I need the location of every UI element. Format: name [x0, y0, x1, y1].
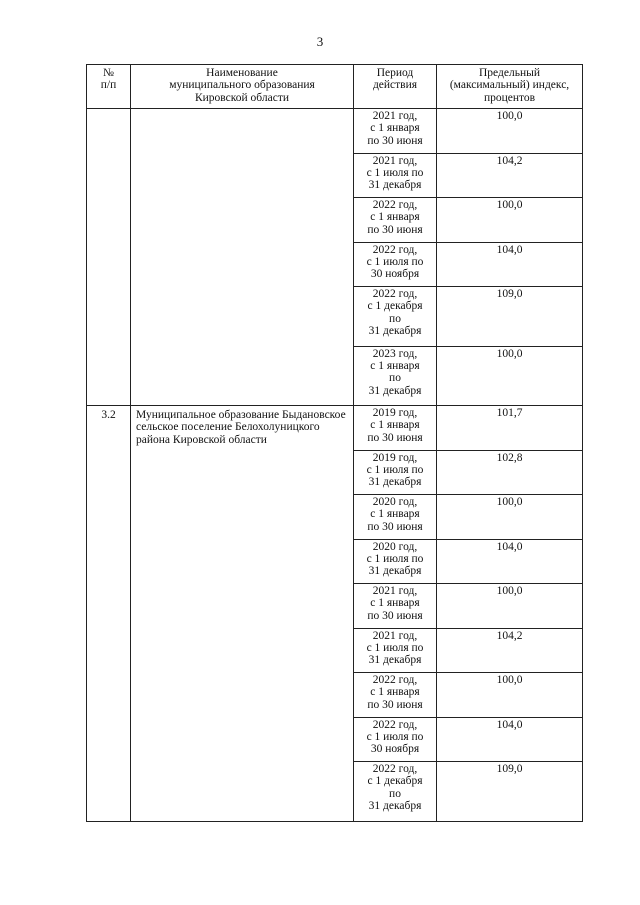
period-line: 2020 год,: [372, 496, 418, 508]
index-value: [437, 717, 583, 762]
header-name-line: муниципального образования: [169, 79, 315, 92]
index-value: [437, 242, 583, 287]
period-line: 2022 год,: [372, 288, 418, 300]
header-period-line: Период: [376, 67, 414, 79]
index-value-text: 101,7: [496, 407, 523, 419]
index-value-text: 109,0: [496, 763, 523, 775]
index-value-text: 100,0: [496, 110, 523, 122]
period-line: 2020 год,: [372, 540, 418, 553]
index-value: [437, 495, 583, 540]
header-index: [437, 65, 583, 109]
period-cell: [354, 346, 437, 406]
index-value-text: 109,0: [496, 288, 523, 300]
period-line: по: [389, 787, 401, 800]
table-row: [87, 109, 583, 154]
period-line: с 1 января: [370, 211, 420, 224]
index-value: [437, 406, 583, 451]
index-value-text: 104,0: [496, 540, 523, 553]
index-value: [437, 198, 583, 243]
index-value-text: 104,2: [496, 629, 523, 642]
period-cell: [354, 628, 437, 673]
period-line: с 1 декабря: [367, 775, 423, 788]
index-value: [437, 287, 583, 347]
period-cell: [354, 539, 437, 584]
period-line: по 30 июня: [367, 698, 423, 711]
period-cell: [354, 109, 437, 154]
municipality-name: [131, 109, 354, 406]
period-line: 2022 год,: [372, 718, 418, 731]
period-line: 2022 год,: [372, 763, 418, 775]
period-line: 2023 год,: [372, 347, 418, 360]
header-period-line: действия: [372, 79, 418, 92]
index-value: [437, 109, 583, 154]
index-value-text: 104,2: [496, 154, 523, 167]
index-value-text: 100,0: [496, 199, 523, 211]
period-cell: [354, 584, 437, 629]
period-line: 31 декабря: [368, 800, 422, 813]
index-value: [437, 346, 583, 406]
header-index-line: (максимальный) индекс,: [449, 79, 570, 92]
header-period: [354, 65, 437, 109]
period-line: 2021 год,: [372, 629, 418, 642]
header-name: [131, 65, 354, 109]
row-number: [87, 109, 131, 406]
period-cell: [354, 673, 437, 718]
period-cell: [354, 762, 437, 822]
period-cell: [354, 153, 437, 198]
period-line: с 1 июля по: [366, 166, 424, 179]
header-name-line: Наименование: [206, 67, 278, 79]
index-value: [437, 584, 583, 629]
index-value: [437, 153, 583, 198]
header-num-line: №: [103, 67, 114, 79]
index-value: [437, 539, 583, 584]
period-line: 2021 год,: [372, 585, 418, 597]
header-name-line: Кировской области: [194, 91, 290, 104]
period-line: с 1 января: [370, 686, 420, 699]
row-number: 3.2: [87, 406, 131, 822]
page-number: 3: [316, 34, 324, 49]
period-line: с 1 декабря: [367, 300, 423, 313]
table-header-row: [87, 65, 583, 109]
period-line: с 1 июля по: [366, 463, 424, 476]
period-line: с 1 января: [370, 508, 420, 521]
header-index-line: процентов: [483, 91, 536, 104]
index-value-text: 100,0: [496, 496, 523, 508]
header-num-line: п/п: [100, 79, 117, 92]
index-value-text: 100,0: [496, 674, 523, 686]
header-index-line: Предельный: [479, 67, 540, 79]
period-cell: [354, 717, 437, 762]
period-line: 31 декабря: [368, 476, 422, 489]
period-line: с 1 июля по: [366, 641, 424, 654]
period-line: с 1 января: [370, 597, 420, 610]
period-line: с 1 июля по: [366, 552, 424, 565]
period-line: с 1 июля по: [366, 255, 424, 268]
period-line: 2022 год,: [372, 199, 418, 211]
period-line: с 1 января: [370, 419, 420, 432]
period-line: с 1 января: [370, 359, 420, 372]
period-cell: [354, 406, 437, 451]
period-line: по 30 июня: [367, 223, 423, 236]
index-value: [437, 450, 583, 495]
period-line: 31 декабря: [368, 384, 422, 397]
index-value: [437, 628, 583, 673]
period-line: 2022 год,: [372, 674, 418, 686]
period-cell: [354, 450, 437, 495]
period-cell: [354, 242, 437, 287]
index-value: [437, 762, 583, 822]
index-value-text: 100,0: [496, 347, 523, 360]
index-value-text: 104,0: [496, 243, 523, 256]
period-line: с 1 июля по: [366, 730, 424, 743]
index-value-text: 104,0: [496, 718, 523, 731]
period-line: по 30 июня: [367, 609, 423, 622]
period-line: 31 декабря: [368, 565, 422, 578]
tariff-index-table: [86, 64, 583, 822]
period-line: 30 ноября: [370, 743, 420, 756]
period-line: по: [389, 372, 401, 385]
period-line: 2019 год,: [372, 451, 418, 464]
header-num: [87, 65, 131, 109]
index-value: [437, 673, 583, 718]
period-line: 2019 год,: [372, 407, 418, 419]
period-line: 31 декабря: [368, 179, 422, 192]
period-line: с 1 января: [370, 122, 420, 135]
table-body: [87, 109, 583, 822]
period-cell: [354, 287, 437, 347]
period-line: 31 декабря: [368, 325, 422, 338]
period-cell: [354, 495, 437, 540]
period-line: 2021 год,: [372, 110, 418, 122]
period-line: по: [389, 312, 401, 325]
period-line: 2021 год,: [372, 154, 418, 167]
period-cell: [354, 198, 437, 243]
period-line: 30 ноября: [370, 268, 420, 281]
period-line: по 30 июня: [367, 134, 423, 147]
index-value-text: 102,8: [496, 451, 523, 464]
table-row: [87, 406, 583, 451]
period-line: по 30 июня: [367, 520, 423, 533]
period-line: 2022 год,: [372, 243, 418, 256]
municipality-name: Муниципальное образование Быдановское сельское поселение Белохолуницкого района Кировской области: [131, 406, 354, 822]
period-line: по 30 июня: [367, 431, 423, 444]
index-value-text: 100,0: [496, 585, 523, 597]
period-line: 31 декабря: [368, 654, 422, 667]
